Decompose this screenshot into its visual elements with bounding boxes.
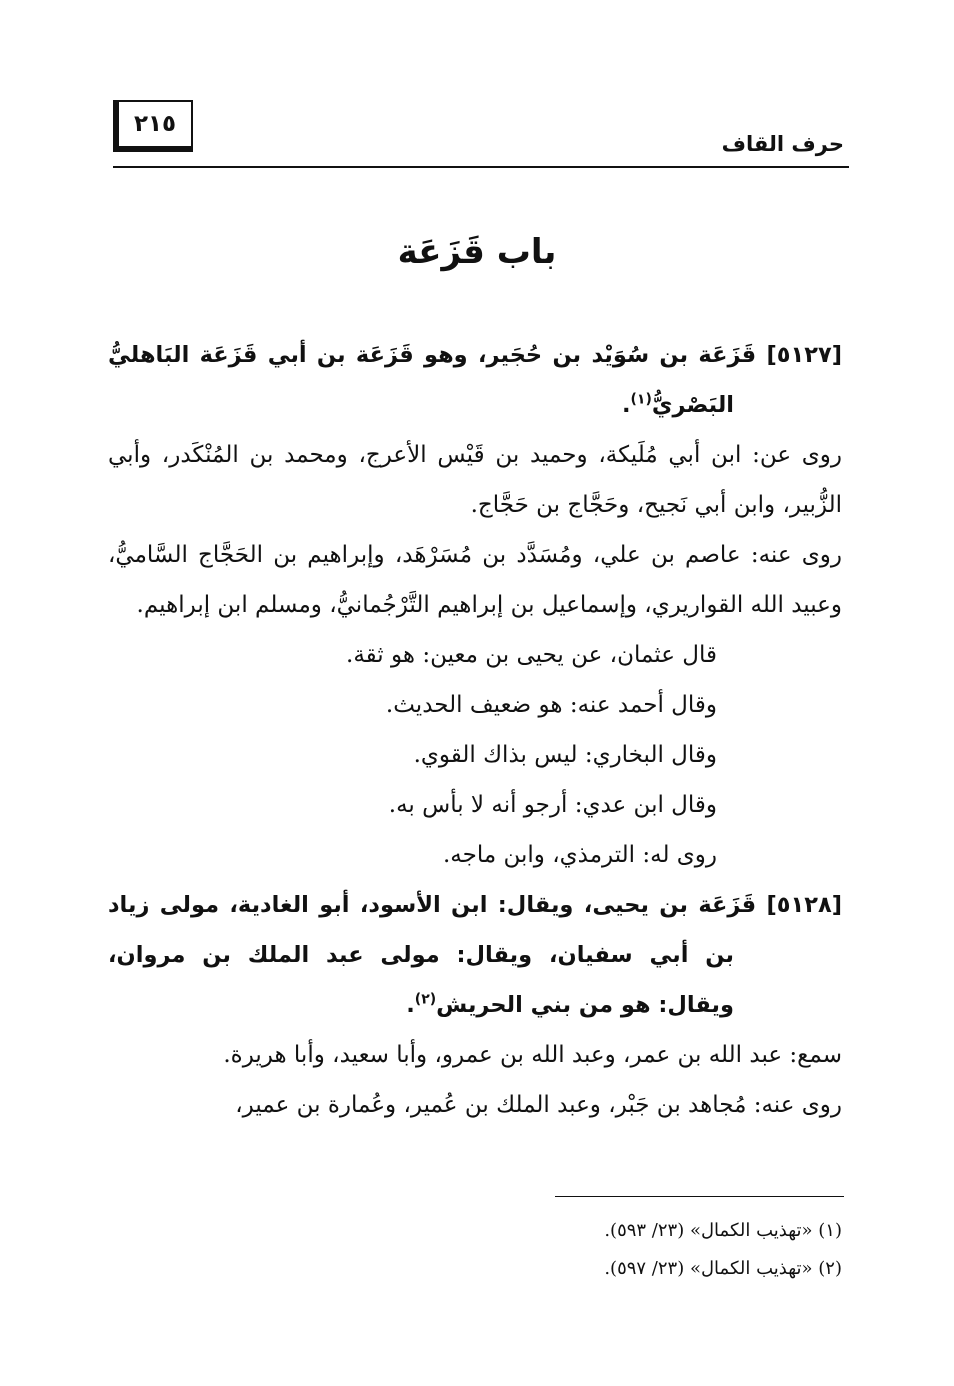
header-rule — [113, 166, 849, 168]
saying-line: وقال البخاري: ليس بذاك القوي. — [413, 742, 717, 768]
saying-line: وقال ابن عدي: أرجو أنه لا بأس به. — [388, 792, 717, 818]
page-number: ٢١٥ — [113, 100, 193, 152]
narrators-paragraph: روى عنه: عاصم بن علي، ومُسَدَّد بن مُسَرْهَد، وإبراهيم بن الحَجَّاج السَّاميُّ، وعبيد الله القواريري، وإسماعيل بن إبراهيم التَّرْجُمانيُّ، ومسلم ابن إبراهيم. — [108, 542, 842, 618]
saying-line: وقال أحمد عنه: هو ضعيف الحديث. — [385, 692, 717, 718]
saying-line: قال عثمان، عن يحيى بن معين: هو ثقة. — [346, 642, 717, 668]
narrated-by-line: روى له: الترمذي، وابن ماجه. — [443, 842, 717, 868]
chapter-title: باب قَزَعَة — [397, 232, 557, 272]
entry-heading-5128 — [108, 880, 842, 1030]
footnotes — [108, 1212, 842, 1288]
narrated-from-paragraph: روى عن: ابن أبي مُلَيكة، وحميد بن قَيْس الأعرج، ومحمد بن المُنْكَدر، وأبي الزُّبير، وابن أبي نَجيح، وحَجَّاج بن حَجَّاج. — [108, 442, 842, 518]
entry-heading-5127 — [108, 330, 842, 430]
heading-end: . — [621, 392, 631, 418]
narrators-paragraph: روى عنه: مُجاهد بن جَبْر، وعبد الملك بن عُمير، وعُمارة بن عمير، — [235, 1092, 842, 1118]
running-title: حرف القاف — [721, 132, 844, 156]
entry-heading-text: [٥١٢٧] قَزَعَة بن سُوَيْد بن حُجَير، وهو قَزَعَة بن أبي قَزَعَة البَاهليُّ البَصْريُّ — [108, 342, 842, 418]
footnote-1: (١) «تهذيب الكمال» (٢٣/ ٥٩٣). — [604, 1220, 842, 1241]
entry-heading-text: [٥١٢٨] قَزَعَة بن يحيى، ويقال: ابن الأسود، أبو الغادية، مولى زياد بن أبي سفيان، ويقال: مولى عبد الملك بن مروان، ويقال: هو من بني الحريش — [108, 892, 842, 1018]
footnote-2: (٢) «تهذيب الكمال» (٢٣/ ٥٩٧). — [604, 1258, 842, 1279]
heard-from-paragraph: سمع: عبد الله بن عمر، وعبد الله بن عمرو، وأبا سعيد، وأبا هريرة. — [223, 1042, 842, 1068]
heading-end: . — [406, 992, 415, 1018]
footnote-rule — [555, 1196, 844, 1197]
footnote-marker: (١) — [630, 391, 652, 408]
body-text — [108, 330, 842, 1130]
footnote-marker: (٢) — [414, 991, 437, 1008]
